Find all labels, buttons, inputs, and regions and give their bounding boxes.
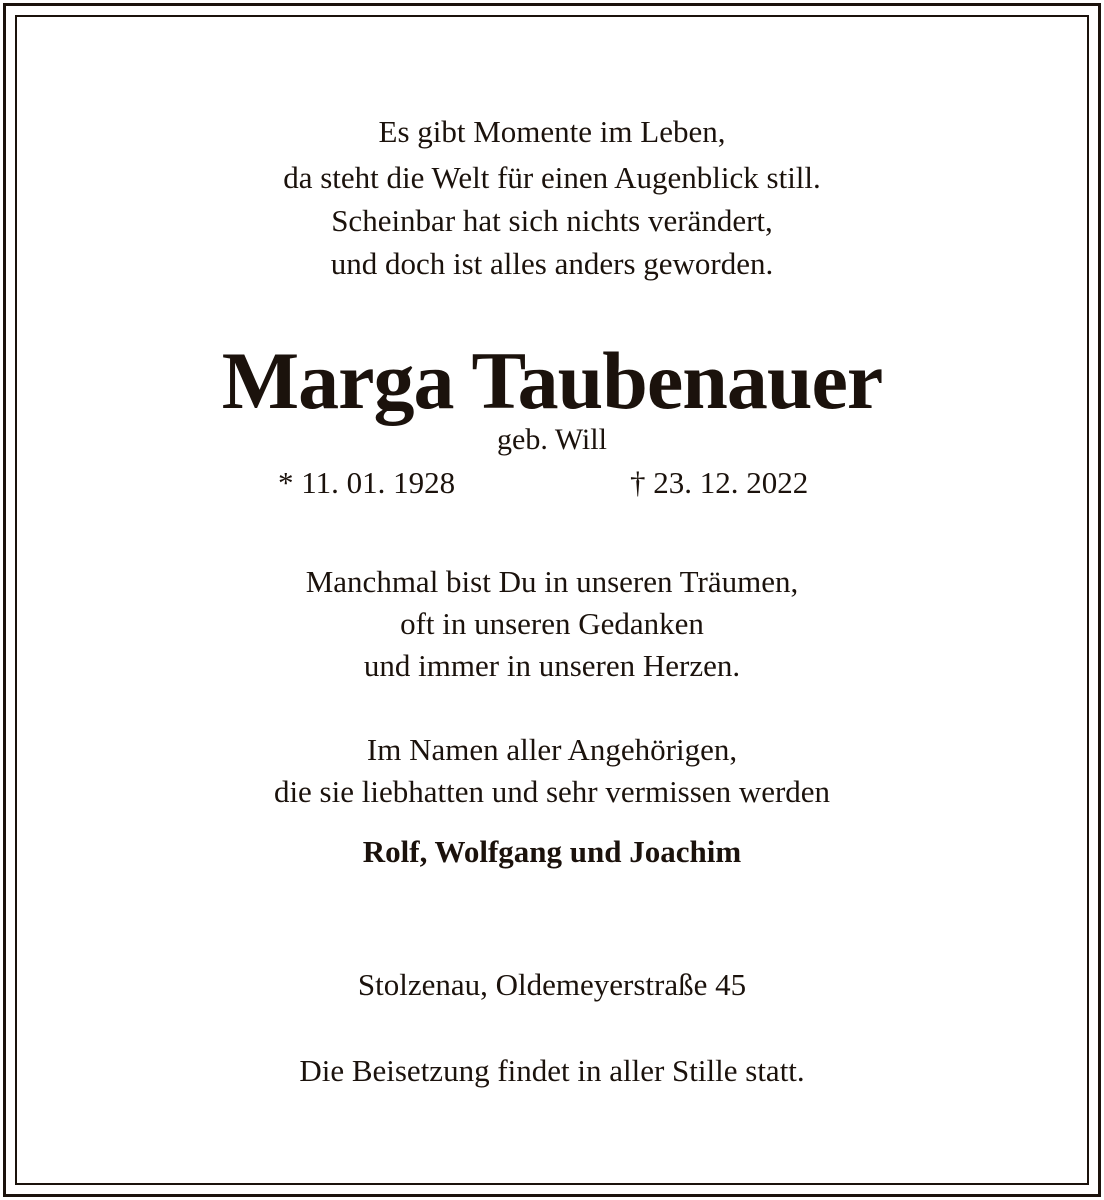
deceased-name: Marga Taubenauer bbox=[221, 335, 883, 426]
quote-top-line-3: Scheinbar hat sich nichts verändert, bbox=[331, 203, 773, 238]
death-date: † 23. 12. 2022 bbox=[630, 465, 809, 500]
maiden-name: geb. Will bbox=[497, 423, 607, 456]
signatories: Rolf, Wolfgang und Joachim bbox=[362, 834, 742, 869]
quote-top-line-2: da steht die Welt für einen Augenblick still. bbox=[283, 160, 821, 195]
quote-middle-line-1: Manchmal bist Du in unseren Träumen, bbox=[305, 564, 799, 599]
quote-middle-line-2: oft in unseren Gedanken bbox=[400, 606, 704, 641]
quote-top-line-1: Es gibt Momente im Leben, bbox=[378, 114, 726, 149]
birth-date: * 11. 01. 1928 bbox=[278, 465, 456, 500]
on-behalf-line-2: die sie liebhatten und sehr vermissen werden bbox=[273, 774, 831, 809]
funeral-notice: Die Beisetzung findet in aller Stille statt. bbox=[299, 1053, 805, 1088]
quote-top-line-4: und doch ist alles anders geworden. bbox=[330, 246, 774, 281]
quote-middle-line-3: und immer in unseren Herzen. bbox=[363, 648, 741, 683]
on-behalf-line-1: Im Namen aller Angehörigen, bbox=[366, 732, 738, 767]
address: Stolzenau, Oldemeyerstraße 45 bbox=[357, 967, 747, 1002]
